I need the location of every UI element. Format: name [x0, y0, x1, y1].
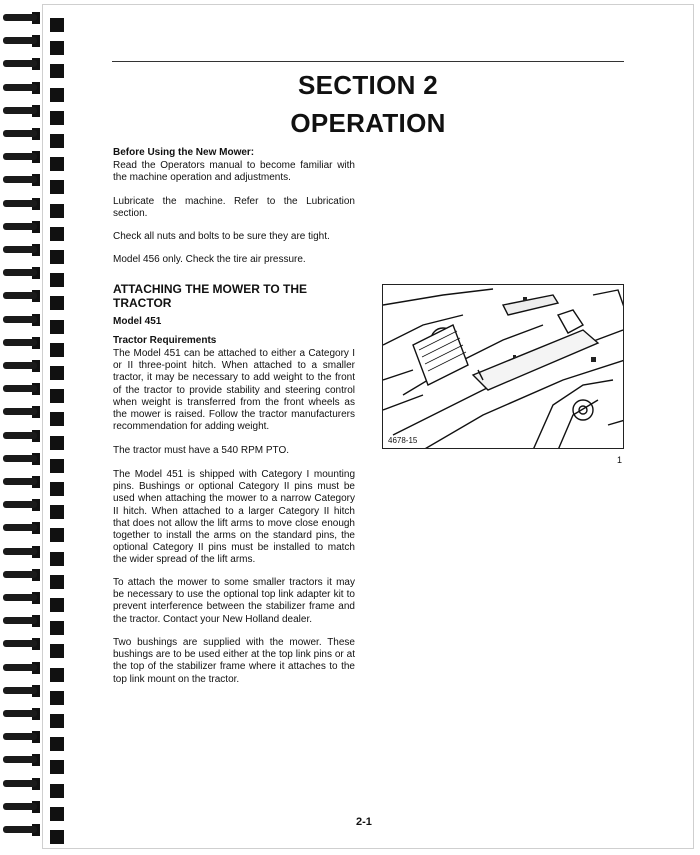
before-paragraph-3: Check all nuts and bolts to be sure they are tight.: [113, 231, 330, 242]
binding-coil: [3, 664, 37, 671]
binding-coil: [3, 617, 37, 624]
section-title: OPERATION: [290, 108, 446, 138]
binding-coil: [3, 385, 37, 392]
binding-coil: [3, 432, 37, 439]
attaching-paragraph-1: The Model 451 can be attached to either a Category I or II three-point hitch. When attached to a smaller tractor, it may be necessary to add weight to the front of the tractor to provide stability and steering control when weight is transferred from the front wheels as the mower is raised. Follow the tractor manufacturers recommendation for adding weight.: [113, 348, 355, 433]
binding-coil: [3, 269, 37, 276]
before-heading: Before Using the New Mower:: [113, 147, 255, 158]
binding-coil: [3, 733, 37, 740]
binding-coil: [3, 60, 37, 67]
attaching-heading-line1: ATTACHING THE MOWER TO THE: [113, 282, 307, 296]
line-drawing: [383, 285, 624, 449]
binding-coil: [3, 524, 37, 531]
binding-coil: [3, 710, 37, 717]
binding-coil: [3, 339, 37, 346]
binding-coil: [3, 756, 37, 763]
binding-coil: [3, 826, 37, 833]
tractor-requirements-heading: Tractor Requirements: [113, 335, 217, 346]
binding-coil: [3, 200, 37, 207]
mower-hitch-illustration: [382, 284, 624, 449]
binding-coil: [3, 687, 37, 694]
before-paragraph-2: Lubricate the machine. Refer to the Lubrication section.: [113, 196, 355, 220]
binding-coil: [3, 640, 37, 647]
section-number: SECTION 2: [298, 70, 438, 100]
binding-coil: [3, 594, 37, 601]
before-paragraph-4: Model 456 only. Check the tire air pressure.: [113, 254, 306, 265]
binding-coil: [3, 316, 37, 323]
binding-coil: [3, 223, 37, 230]
attaching-paragraph-3: The Model 451 is shipped with Category I mounting pins. Bushings or optional Category II pins must be used when attaching the mower to a narrow Category II hitch. When attached to a larger Category II hitch that does not allow the lift arms to move close enough together to install the arms on the standard pins, the optional Category II pins must be installed to match the wider spread of the lift arms.: [113, 469, 355, 566]
attaching-paragraph-5: Two bushings are supplied with the mower. These bushings are to be used either at the top link pins or at the top of the stabilizer frame where it attaches to the top link mount on the tractor.: [113, 637, 355, 685]
binding-coil: [3, 408, 37, 415]
figure-number: 1: [617, 455, 623, 465]
binding-coil: [3, 107, 37, 114]
binding-coil: [3, 84, 37, 91]
binding-coil: [3, 153, 37, 160]
binding-coil: [3, 455, 37, 462]
binding-coil: [3, 571, 37, 578]
binding-coil: [3, 501, 37, 508]
attaching-paragraph-2: The tractor must have a 540 RPM PTO.: [113, 445, 289, 456]
binding-coil: [3, 292, 37, 299]
binding-coil: [3, 548, 37, 555]
before-paragraph-1: Read the Operators manual to become familiar with the machine operation and adjustments.: [113, 160, 355, 184]
binding-coil: [3, 803, 37, 810]
figure-code: 4678-15: [388, 436, 418, 445]
model-heading: Model 451: [113, 316, 162, 327]
binding-coil: [3, 246, 37, 253]
binding-coil: [3, 37, 37, 44]
binding-coil: [3, 478, 37, 485]
binding-coil: [3, 362, 37, 369]
top-rule: [112, 61, 624, 62]
binding-coil: [3, 14, 37, 21]
binding-coil: [3, 176, 37, 183]
attaching-paragraph-4: To attach the mower to some smaller tractors it may be necessary to use the optional top link adapter kit to prevent interference between the stabilizer frame and the tractor. Contact your New Holland dealer.: [113, 577, 355, 625]
binding-coil: [3, 130, 37, 137]
attaching-heading-line2: TRACTOR: [113, 296, 172, 310]
page-number: 2-1: [356, 816, 372, 828]
binding-coil: [3, 780, 37, 787]
